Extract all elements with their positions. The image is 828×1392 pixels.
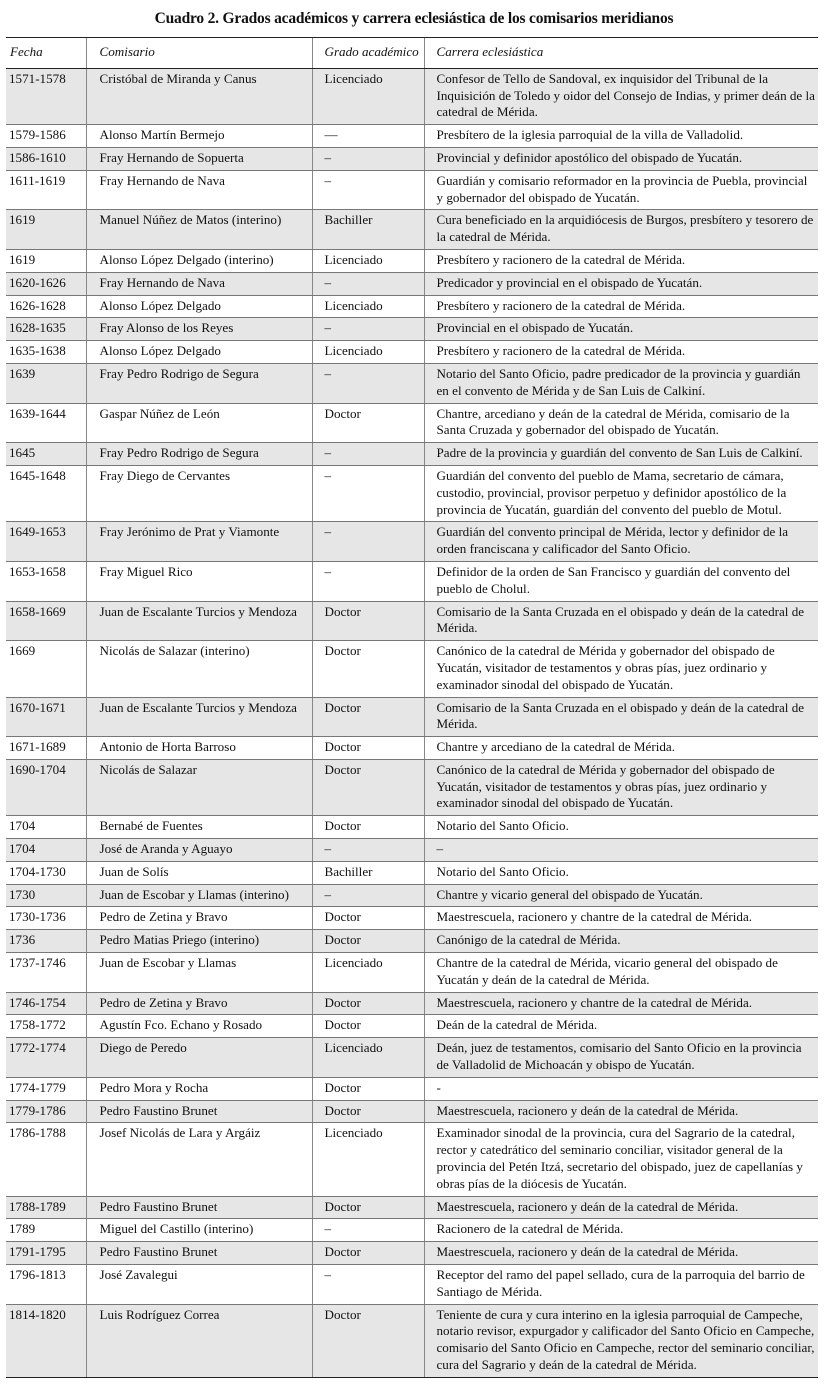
carrera-cell: Predicador y provincial en el obispado de Yucatán. [424,272,818,295]
fecha-cell: 1628-1635 [6,318,86,341]
comisario-cell: Agustín Fco. Echano y Rosado [86,1015,312,1038]
table-row [6,363,818,403]
carrera-cell: Chantre y vicario general del obispado de Yucatán. [424,884,818,907]
grado-cell: – [312,147,424,170]
comisario-cell: Diego de Peredo [86,1038,312,1078]
fecha-cell: 1704 [6,839,86,862]
carrera-cell: Presbítero y racionero de la catedral de Mérida. [424,295,818,318]
comisario-cell: Fray Miguel Rico [86,561,312,601]
carrera-cell: Notario del Santo Oficio. [424,861,818,884]
table-row [6,953,818,993]
fecha-cell: 1639-1644 [6,403,86,443]
grado-cell: Doctor [312,737,424,760]
carrera-cell: Presbítero y racionero de la catedral de Mérida. [424,341,818,364]
grado-cell: Licenciado [312,68,424,124]
fecha-cell: 1746-1754 [6,992,86,1015]
fecha-cell: 1814-1820 [6,1304,86,1377]
table-body [6,68,818,1377]
grado-cell: – [312,561,424,601]
comisario-cell: Bernabé de Fuentes [86,816,312,839]
carrera-cell: Notario del Santo Oficio, padre predicador de la provincia y guardián en el convento de Mérida y de San Luis de Calkiní. [424,363,818,403]
comisario-cell: Cristóbal de Miranda y Canus [86,68,312,124]
comisario-cell: Pedro Faustino Brunet [86,1196,312,1219]
grado-cell: – [312,839,424,862]
fecha-cell: 1620-1626 [6,272,86,295]
fecha-cell: 1788-1789 [6,1196,86,1219]
grado-cell: Doctor [312,759,424,815]
comisario-cell: Antonio de Horta Barroso [86,737,312,760]
table-row [6,1265,818,1305]
table-row [6,68,818,124]
table-row [6,1242,818,1265]
fecha-cell: 1779-1786 [6,1100,86,1123]
table-row [6,403,818,443]
carrera-cell: - [424,1077,818,1100]
comisario-cell: Pedro Faustino Brunet [86,1242,312,1265]
carrera-cell: Deán de la catedral de Mérida. [424,1015,818,1038]
header-fecha: Fecha [6,38,86,69]
carrera-cell: Canónigo de la catedral de Mérida. [424,930,818,953]
grado-cell: – [312,1265,424,1305]
carrera-cell: Maestrescuela, racionero y chantre de la catedral de Mérida. [424,907,818,930]
table-row [6,170,818,210]
comisario-cell: Juan de Escobar y Llamas (interino) [86,884,312,907]
carrera-cell: Maestrescuela, racionero y chantre de la catedral de Mérida. [424,992,818,1015]
table-row [6,737,818,760]
comisario-cell: Pedro de Zetina y Bravo [86,907,312,930]
fecha-cell: 1586-1610 [6,147,86,170]
carrera-cell: Padre de la provincia y guardián del convento de San Luis de Calkiní. [424,443,818,466]
comisario-cell: Juan de Escalante Turcios y Mendoza [86,697,312,737]
table-row [6,147,818,170]
carrera-cell: Canónico de la catedral de Mérida y gobernador del obispado de Yucatán, visitador de testamentos y obras pías, juez ordinario y examinador sinodal del obispado de Yucatán. [424,641,818,697]
carrera-cell: Notario del Santo Oficio. [424,816,818,839]
fecha-cell: 1704 [6,816,86,839]
carrera-cell: Examinador sinodal de la provincia, cura del Sagrario de la catedral, rector y catedrático del seminario conciliar, visitador general de la provincia del Petén Itzá, secretario del obispado, juez de capellanías y obras pías de la diócesis de Yucatán. [424,1123,818,1196]
grado-cell: Licenciado [312,341,424,364]
carrera-cell: Canónico de la catedral de Mérida y gobernador del obispado de Yucatán, visitador de testamentos y obras pías, juez ordinario y examinador sinodal del obispado de Yucatán. [424,759,818,815]
comisario-cell: Fray Diego de Cervantes [86,465,312,521]
grado-cell: Doctor [312,403,424,443]
comisario-cell: José de Aranda y Aguayo [86,839,312,862]
table-row [6,210,818,250]
carrera-cell: Comisario de la Santa Cruzada en el obispado y deán de la catedral de Mérida. [424,601,818,641]
table-row [6,759,818,815]
table-row [6,561,818,601]
comisario-cell: Fray Jerónimo de Prat y Viamonte [86,522,312,562]
comisario-cell: Pedro Matias Priego (interino) [86,930,312,953]
carrera-cell: Deán, juez de testamentos, comisario del Santo Oficio en la provincia de Valladolid de Michoacán y obispo de Yucatán. [424,1038,818,1078]
fecha-cell: 1571-1578 [6,68,86,124]
fecha-cell: 1774-1779 [6,1077,86,1100]
fecha-cell: 1619 [6,210,86,250]
fecha-cell: 1736 [6,930,86,953]
grado-cell: Licenciado [312,1038,424,1078]
grado-cell: Bachiller [312,861,424,884]
grado-cell: – [312,884,424,907]
comisario-cell: Alonso López Delgado [86,341,312,364]
grado-cell: Doctor [312,697,424,737]
table-row [6,465,818,521]
grado-cell: Doctor [312,992,424,1015]
comisario-cell: José Zavalegui [86,1265,312,1305]
carrera-cell: Chantre de la catedral de Mérida, vicario general del obispado de Yucatán y deán de la catedral de Mérida. [424,953,818,993]
table-row [6,1123,818,1196]
carrera-cell: Racionero de la catedral de Mérida. [424,1219,818,1242]
carrera-cell: Comisario de la Santa Cruzada en el obispado y deán de la catedral de Mérida. [424,697,818,737]
table-row [6,522,818,562]
fecha-cell: 1730 [6,884,86,907]
fecha-cell: 1772-1774 [6,1038,86,1078]
comisario-cell: Josef Nicolás de Lara y Argáiz [86,1123,312,1196]
carrera-cell: Guardián del convento principal de Mérida, lector y definidor de la orden franciscana y calificador del Santo Oficio. [424,522,818,562]
table-row [6,1038,818,1078]
grado-cell: – [312,318,424,341]
carrera-cell: Presbítero de la iglesia parroquial de la villa de Valladolid. [424,125,818,148]
carrera-cell: Cura beneficiado en la arquidiócesis de Burgos, presbítero y tesorero de la catedral de Mérida. [424,210,818,250]
carrera-cell: Teniente de cura y cura interino en la iglesia parroquial de Campeche, notario revisor, expurgador y calificador del Santo Oficio en Campeche, comisario del Santo Oficio en Campeche, rector del seminario conciliar, cura del Sagrario y deán de la catedral de Mérida. [424,1304,818,1377]
grado-cell: Doctor [312,1304,424,1377]
grado-cell: – [312,363,424,403]
table-title: Cuadro 2. Grados académicos y carrera eclesiástica de los comisarios meridianos [154,10,674,27]
grado-cell: Bachiller [312,210,424,250]
grado-cell: Doctor [312,930,424,953]
carrera-cell: Provincial y definidor apostólico del obispado de Yucatán. [424,147,818,170]
fecha-cell: 1791-1795 [6,1242,86,1265]
carrera-cell: – [424,839,818,862]
carrera-cell: Receptor del ramo del papel sellado, cura de la parroquia del barrio de Santiago de Mérida. [424,1265,818,1305]
fecha-cell: 1658-1669 [6,601,86,641]
carrera-cell: Provincial en el obispado de Yucatán. [424,318,818,341]
comisario-cell: Luis Rodríguez Correa [86,1304,312,1377]
fecha-cell: 1796-1813 [6,1265,86,1305]
table-row [6,341,818,364]
table-row [6,272,818,295]
carrera-cell: Chantre, arcediano y deán de la catedral de Mérida, comisario de la Santa Cruzada y gobernador del obispado de Yucatán. [424,403,818,443]
table-row [6,816,818,839]
comisario-cell: Juan de Escalante Turcios y Mendoza [86,601,312,641]
comisario-cell: Juan de Solís [86,861,312,884]
comisario-cell: Gaspar Núñez de León [86,403,312,443]
table-row [6,601,818,641]
comisario-cell: Manuel Núñez de Matos (interino) [86,210,312,250]
comisario-cell: Fray Hernando de Nava [86,272,312,295]
comisario-cell: Alonso López Delgado [86,295,312,318]
comisario-cell: Nicolás de Salazar (interino) [86,641,312,697]
fecha-cell: 1670-1671 [6,697,86,737]
carrera-cell: Maestrescuela, racionero y deán de la catedral de Mérida. [424,1100,818,1123]
table-row [6,1219,818,1242]
header-row [6,38,818,69]
table-row [6,1015,818,1038]
grado-cell: — [312,125,424,148]
carrera-cell: Confesor de Tello de Sandoval, ex inquisidor del Tribunal de la Inquisición de Toledo y oidor del Consejo de Indias, y primer deán de la catedral de Mérida. [424,68,818,124]
grado-cell: – [312,170,424,210]
table-row [6,318,818,341]
table-row [6,125,818,148]
carrera-cell: Chantre y arcediano de la catedral de Mérida. [424,737,818,760]
comisario-cell: Miguel del Castillo (interino) [86,1219,312,1242]
comisario-cell: Alonso Martín Bermejo [86,125,312,148]
fecha-cell: 1737-1746 [6,953,86,993]
fecha-cell: 1611-1619 [6,170,86,210]
grado-cell: – [312,522,424,562]
table-row [6,641,818,697]
table-row [6,992,818,1015]
grado-cell: Licenciado [312,953,424,993]
table-row [6,1304,818,1377]
carrera-cell: Definidor de la orden de San Francisco y guardián del convento del pueblo de Cholul. [424,561,818,601]
fecha-cell: 1635-1638 [6,341,86,364]
fecha-cell: 1645 [6,443,86,466]
table-row [6,697,818,737]
grado-cell: Doctor [312,1242,424,1265]
fecha-cell: 1758-1772 [6,1015,86,1038]
carrera-cell: Guardián y comisario reformador en la provincia de Puebla, provincial y gobernador del obispado de Yucatán. [424,170,818,210]
comisario-cell: Pedro Faustino Brunet [86,1100,312,1123]
grado-cell: – [312,272,424,295]
comisario-cell: Fray Alonso de los Reyes [86,318,312,341]
grado-cell: Doctor [312,816,424,839]
comisario-cell: Juan de Escobar y Llamas [86,953,312,993]
table-row [6,907,818,930]
fecha-cell: 1789 [6,1219,86,1242]
grado-cell: Licenciado [312,1123,424,1196]
comisario-cell: Pedro Mora y Rocha [86,1077,312,1100]
table-row [6,1196,818,1219]
grado-cell: Doctor [312,907,424,930]
table-row [6,295,818,318]
grado-cell: Doctor [312,641,424,697]
fecha-cell: 1669 [6,641,86,697]
fecha-cell: 1649-1653 [6,522,86,562]
grado-cell: Doctor [312,1100,424,1123]
carrera-cell: Presbítero y racionero de la catedral de Mérida. [424,249,818,272]
table-header [6,38,818,69]
comisario-cell: Fray Hernando de Sopuerta [86,147,312,170]
table-row [6,930,818,953]
carrera-cell: Maestrescuela, racionero y deán de la catedral de Mérida. [424,1196,818,1219]
table-row [6,861,818,884]
comisario-cell: Pedro de Zetina y Bravo [86,992,312,1015]
comisario-cell: Alonso López Delgado (interino) [86,249,312,272]
table-row [6,249,818,272]
fecha-cell: 1626-1628 [6,295,86,318]
comisario-cell: Fray Hernando de Nava [86,170,312,210]
fecha-cell: 1639 [6,363,86,403]
grado-cell: Doctor [312,1077,424,1100]
comisarios-table [6,37,818,1378]
grado-cell: Doctor [312,601,424,641]
fecha-cell: 1619 [6,249,86,272]
fecha-cell: 1645-1648 [6,465,86,521]
table-row [6,884,818,907]
table-row [6,443,818,466]
fecha-cell: 1704-1730 [6,861,86,884]
fecha-cell: 1671-1689 [6,737,86,760]
header-grado-academico: Grado académico [312,38,424,69]
table-row [6,839,818,862]
comisario-cell: Nicolás de Salazar [86,759,312,815]
fecha-cell: 1579-1586 [6,125,86,148]
grado-cell: – [312,1219,424,1242]
fecha-cell: 1730-1736 [6,907,86,930]
grado-cell: Doctor [312,1015,424,1038]
grado-cell: – [312,443,424,466]
grado-cell: Licenciado [312,249,424,272]
fecha-cell: 1690-1704 [6,759,86,815]
grado-cell: Doctor [312,1196,424,1219]
grado-cell: – [312,465,424,521]
comisario-cell: Fray Pedro Rodrigo de Segura [86,363,312,403]
carrera-cell: Maestrescuela, racionero y deán de la catedral de Mérida. [424,1242,818,1265]
carrera-cell: Guardián del convento del pueblo de Mama, secretario de cámara, custodio, provincial, provisor perpetuo y definidor apostólico de la provincia de Yucatán, guardián del convento del pueblo de Motul. [424,465,818,521]
table-row [6,1100,818,1123]
grado-cell: Licenciado [312,295,424,318]
comisario-cell: Fray Pedro Rodrigo de Segura [86,443,312,466]
fecha-cell: 1653-1658 [6,561,86,601]
fecha-cell: 1786-1788 [6,1123,86,1196]
header-comisario: Comisario [86,38,312,69]
table-row [6,1077,818,1100]
header-carrera-eclesiastica: Carrera eclesiástica [424,38,818,69]
